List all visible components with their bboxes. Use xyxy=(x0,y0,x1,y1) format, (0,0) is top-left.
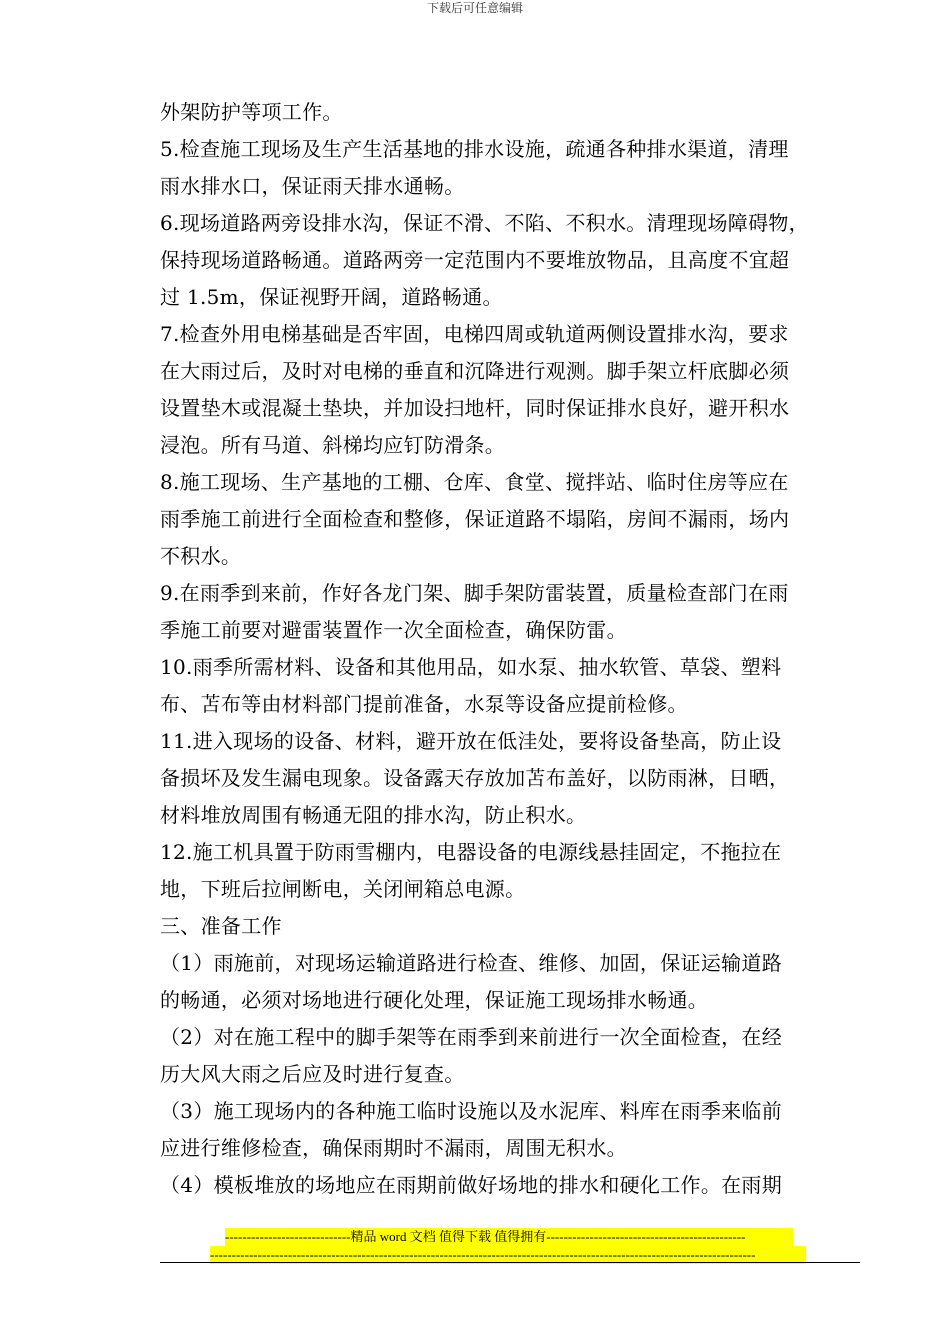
page-header: 下载后可任意编辑 xyxy=(426,1,523,15)
text-line: （3）施工现场内的各种施工临时设施以及水泥库、料库在雨季来临前 xyxy=(160,1099,783,1123)
footer-rule xyxy=(160,1262,860,1263)
text-line: 备损坏及发生漏电现象。设备露天存放加苫布盖好，以防雨淋，日晒， xyxy=(160,766,790,790)
text-line: 过 1.5m，保证视野开阔，道路畅通。 xyxy=(160,285,503,309)
text-line: 布、苫布等由材料部门提前准备，水泵等设备应提前检修。 xyxy=(160,692,688,716)
text-line: 雨季施工前进行全面检查和整修，保证道路不塌陷，房间不漏雨，场内 xyxy=(160,507,790,531)
text-line: 雨水排水口，保证雨天排水通畅。 xyxy=(160,174,465,198)
footer-banner: -----------------------------精品 word 文档 值得下载 值得拥有---------------------------------------------- xyxy=(225,1228,793,1246)
text-line: 历大风大雨之后应及时进行复查。 xyxy=(160,1062,465,1086)
text-line: 5.检查施工现场及生产生活基地的排水设施，疏通各种排水渠道，清理 xyxy=(160,137,789,161)
text-line: 地，下班后拉闸断电，关闭闸箱总电源。 xyxy=(160,877,526,901)
text-line: 的畅通，必须对场地进行硬化处理，保证施工现场排水畅通。 xyxy=(160,988,709,1012)
text-line: 8.施工现场、生产基地的工棚、仓库、食堂、搅拌站、临时住房等应在 xyxy=(160,470,789,494)
text-line: 6.现场道路两旁设排水沟，保证不滑、不陷、不积水。清理现场障碍物， xyxy=(160,211,809,235)
text-line: （4）模板堆放的场地应在雨期前做好场地的排水和硬化工作。在雨期 xyxy=(160,1173,783,1197)
text-line: 设置垫木或混凝土垫块，并加设扫地杆，同时保证排水良好，避开积水 xyxy=(160,396,790,420)
footer-dashes: ------------------------------------------------------------------------------------------------------------------------------ xyxy=(210,1246,806,1264)
text-line: 外架防护等项工作。 xyxy=(160,100,343,124)
text-line: 7.检查外用电梯基础是否牢固，电梯四周或轨道两侧设置排水沟，要求 xyxy=(160,322,789,346)
text-line: 不积水。 xyxy=(160,544,242,568)
text-line: 11.进入现场的设备、材料，避开放在低洼处，要将设备垫高，防止设 xyxy=(160,729,782,753)
text-line: 浸泡。所有马道、斜梯均应钉防滑条。 xyxy=(160,433,506,457)
text-line: 保持现场道路畅通。道路两旁一定范围内不要堆放物品，且高度不宜超 xyxy=(160,248,790,272)
text-line: 材料堆放周围有畅通无阻的排水沟，防止积水。 xyxy=(160,803,587,827)
text-line: 在大雨过后，及时对电梯的垂直和沉降进行观测。脚手架立杆底脚必须 xyxy=(160,359,790,383)
text-line: （1）雨施前，对现场运输道路进行检查、维修、加固，保证运输道路 xyxy=(160,951,783,975)
text-line: （2）对在施工程中的脚手架等在雨季到来前进行一次全面检查，在经 xyxy=(160,1025,783,1049)
document-body xyxy=(160,94,860,1204)
text-line: 10.雨季所需材料、设备和其他用品，如水泵、抽水软管、草袋、塑料 xyxy=(160,655,782,679)
section-heading: 三、准备工作 xyxy=(160,914,282,938)
text-line: 12.施工机具置于防雨雪棚内，电器设备的电源线悬挂固定，不拖拉在 xyxy=(160,840,782,864)
text-line: 季施工前要对避雷装置作一次全面检查，确保防雷。 xyxy=(160,618,627,642)
text-line: 应进行维修检查，确保雨期时不漏雨，周围无积水。 xyxy=(160,1136,627,1160)
text-line: 9.在雨季到来前，作好各龙门架、脚手架防雷装置，质量检查部门在雨 xyxy=(160,581,789,605)
